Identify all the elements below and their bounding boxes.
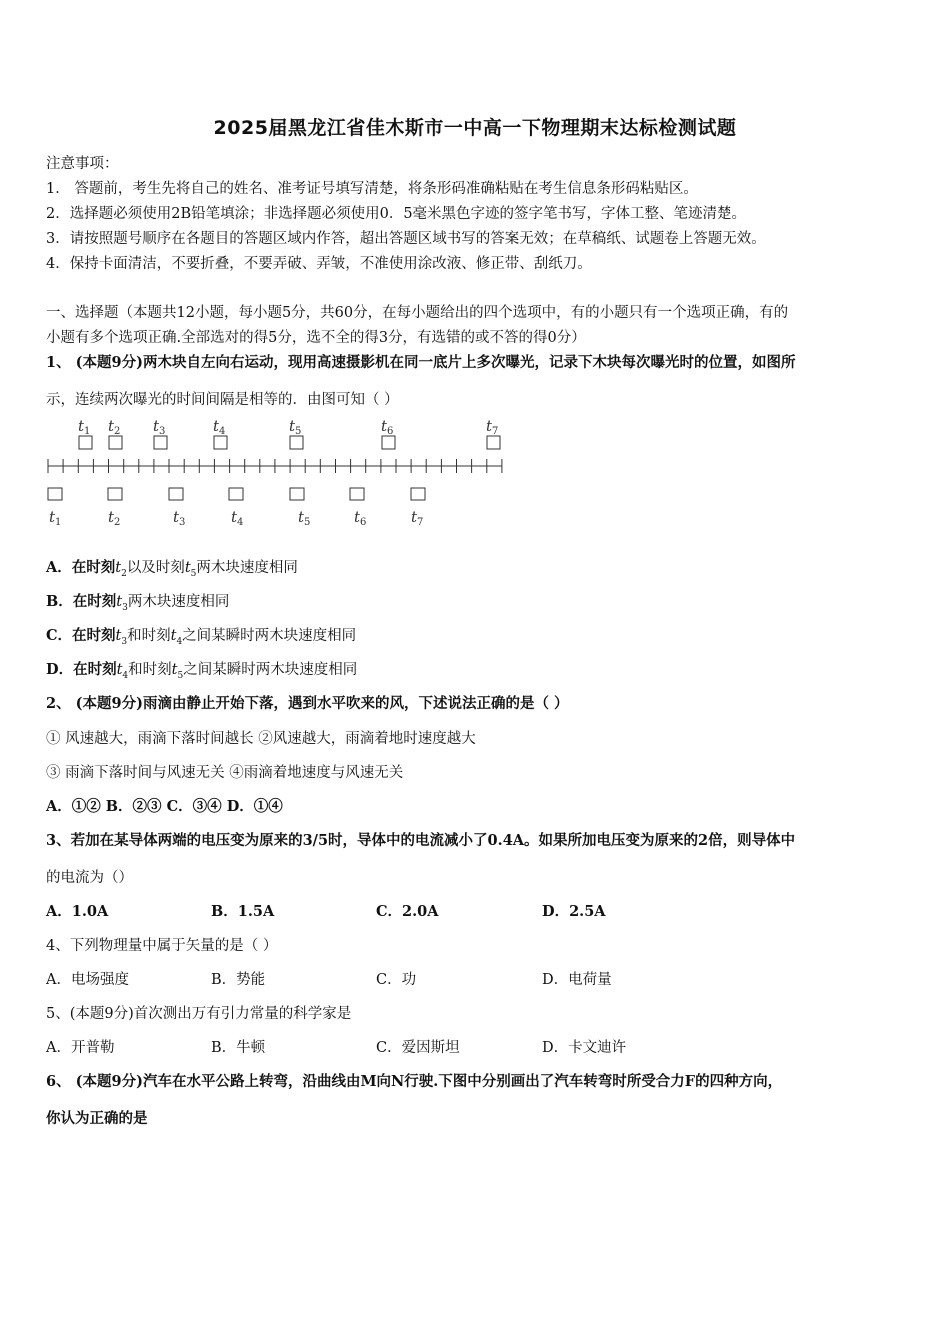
q1-option-b: B．在时刻$t_3$两木块速度相同 [46,593,230,613]
top-block-t3 [154,436,167,449]
q5-option-c: C．爱因斯坦 [376,1040,460,1056]
bottom-block-t1 [48,488,62,500]
top-block-t6 [382,436,395,449]
q6-stem-line2: 你认为正确的是 [46,1110,148,1127]
q3-stem-line1: 3、若加在某导体两端的电压变为原来的3/5时，导体中的电流减小了0.4A。如果所加电压变为原来的2倍，则导体中 [46,832,796,849]
top-label-t5: $t_5$ [289,417,302,437]
bottom-label-t5: $t_5$ [298,508,311,528]
q1-option-d: D．在时刻$t_4$和时刻$t_5$之间某瞬时两木块速度相同 [46,661,358,681]
q5-stem: 5、(本题9分)首次测出万有引力常量的科学家是 [46,1006,352,1022]
section1-intro-line2: 小题有多个选项正确.全部选对的得5分，选不全的得3分，有选错的或不答的得0分） [46,330,586,346]
q5-option-d: D．卡文迪许 [542,1040,627,1056]
top-label-t3: $t_3$ [153,417,166,437]
bottom-label-t1: $t_1$ [49,508,62,528]
q2-statement-3-4: ③ 雨滴下落时间与风速无关 ④雨滴着地速度与风速无关 [46,765,404,781]
bottom-block-t2 [108,488,122,500]
q2-stem: 2、 (本题9分)雨滴由静止开始下落，遇到水平吹来的风，下述说法正确的是（ ） [46,695,569,712]
bottom-block-t3 [169,488,183,500]
q3-option-b: B．1.5A [211,903,275,920]
q6-stem-line1: 6、 (本题9分)汽车在水平公路上转弯，沿曲线由M向N行驶.下图中分别画出了汽车转弯时所受合力F的四种方向， [46,1073,783,1090]
top-block-t1 [79,436,92,449]
q1-stem-line2: 示，连续两次曝光的时间间隔是相等的．由图可知（ ） [46,392,399,408]
bottom-label-t2: $t_2$ [108,508,121,528]
q1-option-a: A．在时刻$t_2$以及时刻$t_5$两木块速度相同 [46,559,298,579]
q4-stem: 4、下列物理量中属于矢量的是（ ） [46,938,278,954]
q4-option-d: D．电荷量 [542,972,612,988]
bottom-label-t6: $t_6$ [354,508,367,528]
bottom-label-t3: $t_3$ [173,508,186,528]
top-block-t2 [109,436,122,449]
top-label-t2: $t_2$ [108,417,121,437]
top-label-t7: $t_7$ [486,417,499,437]
bottom-label-t7: $t_7$ [411,508,424,528]
top-label-t4: $t_4$ [213,417,226,437]
bottom-label-t4: $t_4$ [231,508,244,528]
notice-item-4: 4．保持卡面清洁，不要折叠，不要弄破、弄皱，不准使用涂改液、修正带、刮纸刀。 [46,256,592,272]
q4-option-b: B．势能 [211,972,266,988]
section1-intro-line1: 一、选择题（本题共12小题，每小题5分，共60分，在每小题给出的四个选项中，有的小题只有一个选项正确，有的 [46,305,789,321]
page-title: 2025届黑龙江省佳木斯市一中高一下物理期末达标检测试题 [213,117,737,139]
q2-statement-1-2: ① 风速越大，雨滴下落时间越长 ②风速越大，雨滴着地时速度越大 [46,731,476,747]
notice-heading: 注意事项： [46,156,119,172]
top-block-t7 [487,436,500,449]
q4-option-c: C．功 [376,972,417,988]
q1-option-c: C．在时刻$t_3$和时刻$t_4$之间某瞬时两木块速度相同 [46,627,357,647]
q1-exposure-figure [40,412,520,532]
q3-option-c: C．2.0A [376,903,439,920]
q4-option-a: A．电场强度 [46,972,129,988]
notice-item-2: 2．选择题必须使用2B铅笔填涂；非选择题必须使用0．5毫米黑色字迹的签字笔书写，字体工整、笔迹清楚。 [46,206,747,222]
bottom-block-t7 [411,488,425,500]
q5-option-a: A．开普勒 [46,1040,115,1056]
q1-stem-line1: 1、 (本题9分)两木块自左向右运动，现用高速摄影机在同一底片上多次曝光，记录下木块每次曝光时的位置，如图所 [46,354,796,371]
bottom-block-t4 [229,488,243,500]
top-block-t5 [290,436,303,449]
q3-option-a: A．1.0A [46,903,109,920]
q2-options: A．①② B．②③ C．③④ D．①④ [46,798,283,815]
q3-option-d: D．2.5A [542,903,606,920]
top-block-t4 [214,436,227,449]
top-label-t6: $t_6$ [381,417,394,437]
q5-option-b: B．牛顿 [211,1040,266,1056]
notice-item-3: 3．请按照题号顺序在各题目的答题区域内作答，超出答题区域书写的答案无效；在草稿纸、试题卷上答题无效。 [46,231,766,247]
bottom-block-t6 [350,488,364,500]
bottom-block-t5 [290,488,304,500]
notice-item-1: 1． 答题前，考生先将自己的姓名、准考证号填写清楚，将条形码准确粘贴在考生信息条形码粘贴区。 [46,181,698,197]
top-label-t1: $t_1$ [78,417,91,437]
q3-stem-line2: 的电流为（） [46,870,133,886]
